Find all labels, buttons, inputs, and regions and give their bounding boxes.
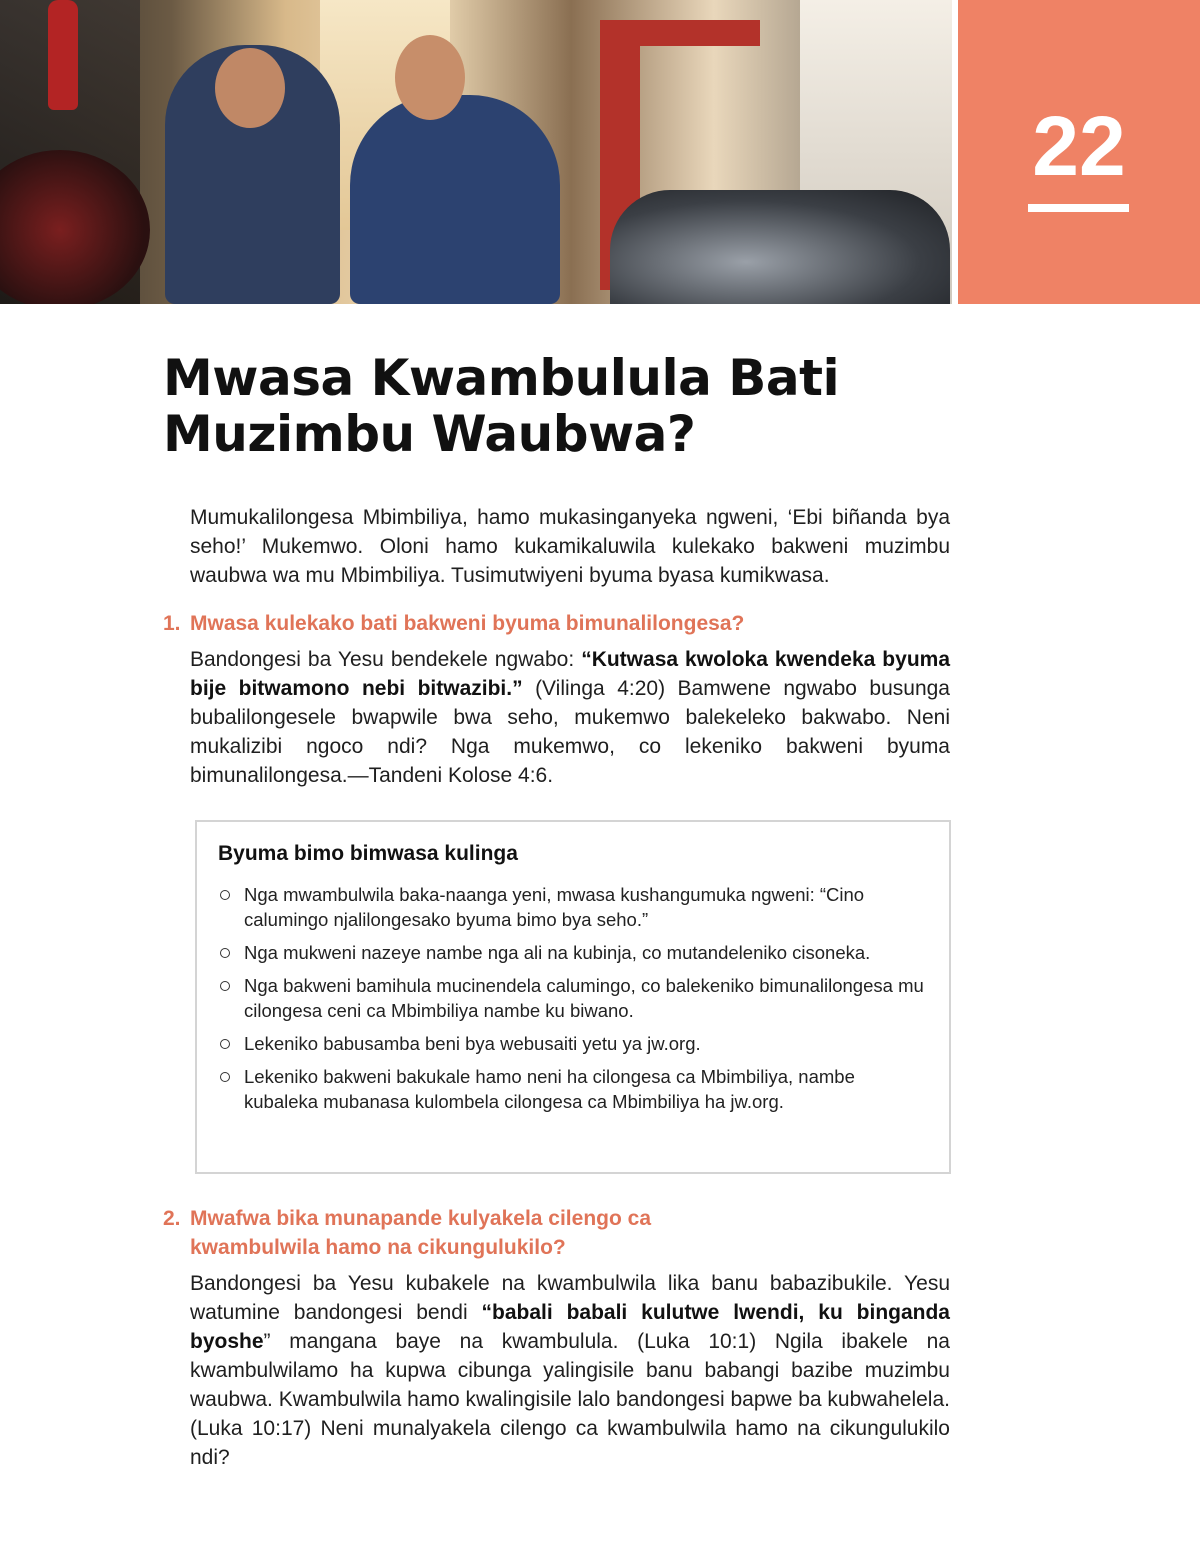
question-1 — [163, 609, 863, 638]
suggestion-item: Lekeniko bakweni bakukale hamo neni ha cilongesa ca Mbimbiliya, nambe kubaleka mubanasa kulombela cilongesa ca Mbimbiliya ha jw.org. — [218, 1064, 928, 1114]
suggestion-item: Nga mwambulwila baka-naanga yeni, mwasa kushangumuka ngweni: “Cino calumingo njalilongesako byuma bimo bya seho.” — [218, 882, 928, 932]
question-1-number: 1. — [163, 612, 181, 635]
paragraph-2-rest: ” mangana baye na kwambulula. (Luka 10:1) Ngila ibakele na kwambulwilamo ha kupwa cibunga yalingisile banu babangi bazibe muzimbu waubwa. Kwambulwila hamo kwalingisile lalo bandongesi bapwe ba kubwahelela. (Luka 10:17) Neni munalyakela cilengo ca kwambulwila hamo na cikungulukilo ndi? — [190, 1330, 950, 1469]
question-1-text: Mwasa kulekako bati bakweni byuma bimunalilongesa? — [190, 612, 745, 635]
paragraph-1-quote: “Kutwasa kwoloka kwendeka byuma bije bitwamono nebi bitwazibi.” — [190, 648, 950, 700]
circle-bullet-icon — [220, 1039, 230, 1049]
paragraph-1 — [190, 645, 950, 790]
circle-bullet-icon — [220, 948, 230, 958]
paragraph-2-intro: Bandongesi ba Yesu kubakele na kwambulwila lika banu babazibukile. Yesu watumine bandongesi bendi — [190, 1272, 950, 1324]
question-2-number: 2. — [163, 1207, 181, 1230]
title-line-2: Muzimbu Waubwa? — [163, 405, 696, 463]
page-title — [163, 350, 963, 462]
circle-bullet-icon — [220, 1072, 230, 1082]
fire-extinguisher-shape — [48, 0, 78, 110]
suggestions-box-title: Byuma bimo bimwasa kulinga — [218, 842, 518, 865]
question-2-line-1: Mwafwa bika munapande kulyakela cilengo ca — [190, 1207, 651, 1230]
suggestion-item: Nga mukweni nazeye nambe nga ali na kubinja, co mutandeleniko cisoneka. — [218, 940, 928, 965]
vehicle-lift-arm — [600, 20, 760, 46]
intro-paragraph: Mumukalilongesa Mbimbiliya, hamo mukasinganyeka ngweni, ‘Ebi biñanda bya seho!’ Mukemwo. Oloni hamo kukamikaluwila kulekako bakweni muzimbu waubwa wa mu Mbimbiliya. Tusimutwiyeni byuma byasa kumikwasa. — [190, 506, 950, 587]
older-man-head — [215, 48, 285, 128]
motorcycle-right — [610, 190, 950, 304]
paragraph-1-intro: Bandongesi ba Yesu bendekele ngwabo: — [190, 648, 582, 671]
younger-man-head — [395, 35, 465, 120]
lesson-number-block — [958, 0, 1200, 304]
lesson-number-underline — [1028, 204, 1129, 212]
paragraph-2 — [190, 1269, 950, 1472]
circle-bullet-icon — [220, 890, 230, 900]
lesson-number: 22 — [1032, 99, 1126, 193]
circle-bullet-icon — [220, 981, 230, 991]
suggestions-list — [218, 882, 928, 1122]
suggestion-item: Nga bakweni bamihula mucinendela calumingo, co balekeniko bimunalilongesa mu cilongesa ceni ca Mbimbiliya nambe ku biwano. — [218, 973, 928, 1023]
younger-man-figure — [350, 95, 560, 304]
header-photo — [0, 0, 952, 304]
suggestion-item: Lekeniko babusamba beni bya webusaiti yetu ya jw.org. — [218, 1031, 928, 1056]
title-line-1: Mwasa Kwambulula Bati — [163, 349, 840, 407]
question-2 — [163, 1204, 863, 1262]
paragraph-1-rest: (Vilinga 4:20) Bamwene ngwabo busunga bubalilongesele bwapwile bwa seho, mukemwo balekeleko bakwabo. Neni mukalizibi ngoco ndi? Nga mukemwo, co lekeniko bakweni byuma bimunalilongesa.—Tandeni Kolose 4:6. — [190, 677, 950, 787]
suggestions-box — [195, 820, 951, 1174]
question-2-line-2: kwambulwila hamo na cikungulukilo? — [190, 1236, 566, 1259]
paragraph-2-quote: “babali babali kulutwe lwendi, ku binganda byoshe — [190, 1301, 950, 1353]
